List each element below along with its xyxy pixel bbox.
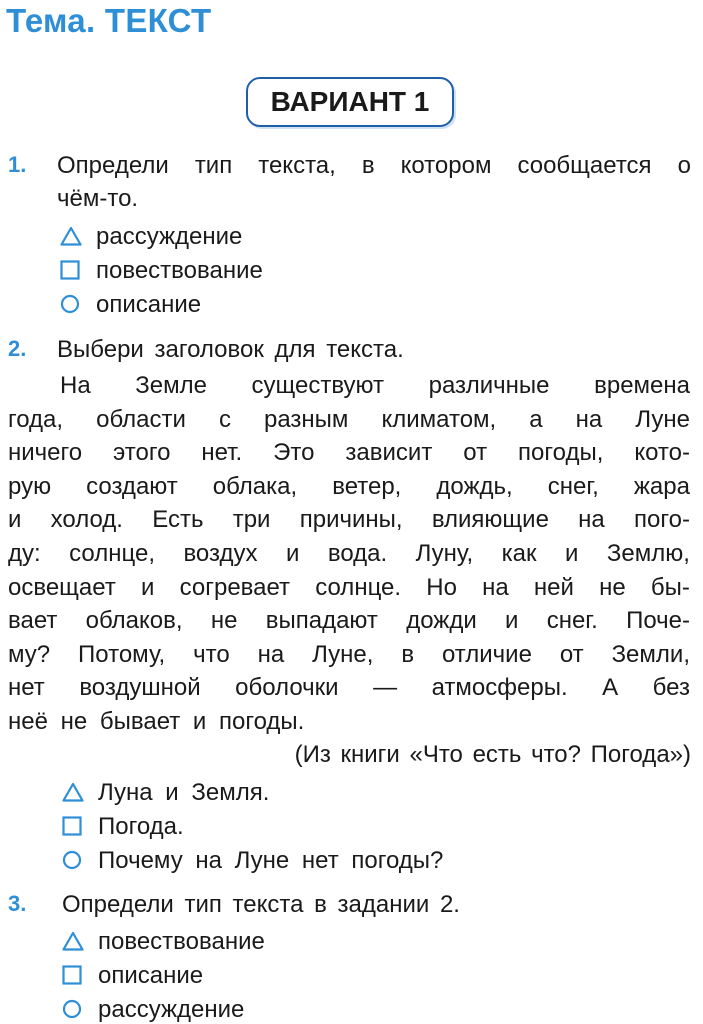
word: времена <box>594 372 690 399</box>
triangle-icon[interactable] <box>60 226 82 248</box>
word: на <box>482 573 509 601</box>
word: ветер, <box>332 472 402 500</box>
word: текста, <box>258 152 336 179</box>
circle-icon[interactable] <box>62 850 84 872</box>
word: воздушной <box>79 674 201 702</box>
word: солнце, <box>69 540 155 567</box>
word: от <box>559 640 584 668</box>
word: различные <box>428 372 550 399</box>
passage-line <box>8 506 690 534</box>
answer-option[interactable] <box>62 779 269 807</box>
word: на <box>575 405 603 433</box>
word: что <box>193 640 230 668</box>
word: снег. <box>546 607 598 635</box>
passage-line <box>8 641 690 669</box>
word: сообщается <box>517 152 652 179</box>
word: облаков, <box>85 607 183 635</box>
passage-source: (Из книги «Что есть что? Погода») <box>294 741 691 768</box>
word: рую <box>8 472 52 500</box>
word: — <box>373 674 398 702</box>
word: Потому, <box>78 640 166 668</box>
word: бы- <box>650 573 690 601</box>
word: не <box>210 607 238 635</box>
word: ничего <box>8 439 83 467</box>
word: разным <box>263 405 349 433</box>
square-icon[interactable] <box>62 816 84 838</box>
passage-line <box>8 607 690 635</box>
word: оболочки <box>235 674 339 702</box>
word: тип <box>194 152 233 179</box>
word: влияющие <box>431 506 549 534</box>
word: дождь, <box>436 472 513 500</box>
word: погоды, <box>518 439 604 467</box>
word: без <box>652 674 690 702</box>
triangle-icon[interactable] <box>62 782 84 804</box>
word: Луну, <box>415 540 474 567</box>
word: воздух <box>183 540 258 567</box>
word: Поче- <box>626 607 690 635</box>
answer-option-text: повествование <box>98 928 265 955</box>
answer-option-text: рассуждение <box>96 223 243 250</box>
word: Это <box>273 439 315 467</box>
word: и <box>505 607 519 635</box>
word: в <box>401 640 415 668</box>
passage-line <box>60 372 690 400</box>
answer-option-text: описание <box>98 962 204 989</box>
question-1-text-line-1 <box>57 152 691 180</box>
word: на <box>578 506 605 534</box>
answer-option[interactable] <box>62 813 184 841</box>
word: в <box>361 152 375 179</box>
square-icon[interactable] <box>62 965 84 987</box>
answer-option-text: описание <box>96 291 202 318</box>
word: зависит <box>345 439 433 467</box>
word: вает <box>8 607 58 635</box>
word: создают <box>86 472 178 500</box>
word: солнце. <box>315 573 402 601</box>
word: причины, <box>299 506 403 534</box>
question-2-text: Выбери заголовок для текста. <box>57 336 404 363</box>
answer-option-text: рассуждение <box>98 996 245 1023</box>
word: вода. <box>327 540 388 567</box>
word: согревает <box>179 573 291 601</box>
word: Землю, <box>606 540 690 567</box>
variant-text: ВАРИАНТ 1 <box>270 86 430 117</box>
word: выпадают <box>265 607 378 635</box>
word: а <box>529 405 543 433</box>
word: освещает <box>8 573 116 601</box>
word: кото- <box>634 439 690 467</box>
question-2-number: 2. <box>8 336 27 361</box>
word: о <box>677 152 691 179</box>
passage-line <box>8 473 690 501</box>
word: с <box>218 405 231 433</box>
word: не <box>599 573 626 601</box>
word: Определи <box>57 152 169 179</box>
word: А <box>602 674 619 702</box>
circle-icon[interactable] <box>60 294 82 316</box>
word: облака, <box>212 472 298 500</box>
question-1-number: 1. <box>8 152 27 177</box>
word: климатом, <box>381 405 497 433</box>
passage-last-line: неё не бывает и погоды. <box>8 708 305 735</box>
answer-option[interactable] <box>62 996 244 1024</box>
passage-line <box>8 574 690 602</box>
answer-option-text: Почему на Луне нет погоды? <box>98 847 444 874</box>
word: Земле <box>135 372 207 399</box>
word: этого <box>113 439 171 467</box>
word: области <box>96 405 186 433</box>
passage-line <box>8 439 690 467</box>
answer-option-text: повествование <box>96 257 263 284</box>
square-icon[interactable] <box>60 260 82 282</box>
word: года, <box>8 405 64 433</box>
word: отличие <box>441 640 532 668</box>
question-3-text: Определи тип текста в задании 2. <box>62 891 460 918</box>
word: Но <box>426 573 457 601</box>
word: три <box>232 506 271 534</box>
word: му? <box>8 640 51 668</box>
passage-line <box>8 540 690 568</box>
word: Земли, <box>611 640 690 668</box>
answer-option[interactable] <box>60 223 242 251</box>
word: и <box>285 540 300 567</box>
word: нет <box>8 674 45 702</box>
word: ней <box>533 573 574 601</box>
answer-option-text: Погода. <box>98 813 184 840</box>
word: пого- <box>634 506 690 534</box>
triangle-icon[interactable] <box>62 931 84 953</box>
word: как <box>501 540 537 567</box>
word: ду: <box>8 540 41 567</box>
answer-option[interactable] <box>62 928 265 956</box>
word: жара <box>633 472 690 500</box>
word: Луне <box>635 405 690 433</box>
word: и <box>141 573 155 601</box>
answer-option-text: Луна и Земля. <box>98 779 270 806</box>
circle-icon[interactable] <box>62 999 84 1021</box>
word: холод. <box>50 506 123 534</box>
passage-line <box>8 674 690 702</box>
word: дожди <box>406 607 477 635</box>
answer-option[interactable] <box>62 962 203 990</box>
question-1-text-line-2: чём-то. <box>57 185 139 212</box>
answer-option[interactable] <box>60 257 263 285</box>
word: снег, <box>547 472 599 500</box>
answer-option[interactable] <box>60 291 201 319</box>
word: Луне, <box>312 640 374 668</box>
word: на <box>257 640 285 668</box>
word: На <box>60 372 91 399</box>
word: нет. <box>201 439 243 467</box>
variant-label <box>246 77 454 127</box>
word: существуют <box>251 372 385 399</box>
question-3-number: 3. <box>8 891 27 916</box>
word: котором <box>400 152 492 179</box>
word: от <box>463 439 488 467</box>
word: и <box>565 540 579 567</box>
word: и <box>8 506 22 534</box>
passage-line <box>8 406 690 434</box>
word: атмосферы. <box>431 674 568 702</box>
word: Есть <box>152 506 204 534</box>
answer-option[interactable] <box>62 847 443 875</box>
page-topic-title: Тема. ТЕКСТ <box>6 2 212 39</box>
